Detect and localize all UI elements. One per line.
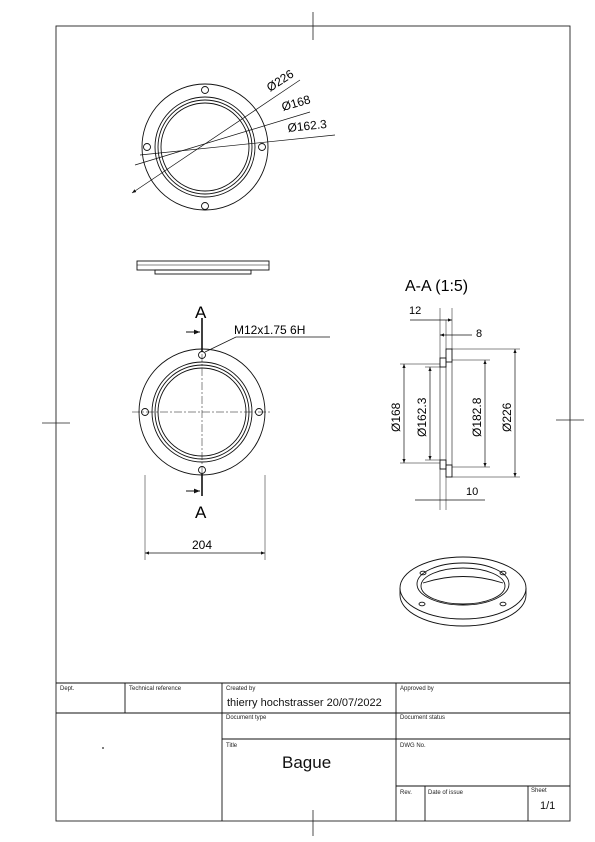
top-view-dim-1623: Ø162.3 — [286, 116, 328, 135]
width-dim-text: 204 — [192, 538, 213, 552]
top-view-leader-168 — [135, 112, 310, 165]
sec-dim-text-168: Ø168 — [389, 402, 403, 432]
iso-hole-3 — [419, 602, 425, 606]
front-view — [132, 318, 330, 560]
section-mark-top: A — [195, 303, 207, 322]
thread-leader — [205, 337, 330, 352]
rev-label: Rev. — [400, 790, 412, 796]
top-view-hole-bottom — [202, 203, 209, 210]
iso-hole-4 — [500, 602, 506, 606]
top-view-ring-outer — [155, 97, 255, 197]
dept-label: Dept. — [60, 686, 75, 692]
sec-dim-text-1828: Ø182.8 — [470, 397, 484, 437]
top-view-dim-226: Ø226 — [264, 66, 297, 95]
sec-dim-text-226: Ø226 — [500, 402, 514, 432]
top-view-bore — [161, 103, 249, 191]
stray-dot — [102, 747, 104, 749]
iso-outer-side — [400, 588, 526, 626]
doc-status-label: Document status — [400, 715, 446, 721]
top-view-hole-top — [202, 87, 209, 94]
approved-by-label: Approved by — [400, 686, 434, 692]
date-of-issue-label: Date of issue — [428, 790, 464, 796]
side-view — [137, 261, 269, 274]
top-view-leader-226 — [132, 80, 300, 193]
sec-dim-text-8: 8 — [476, 328, 483, 340]
iso-view — [400, 557, 526, 626]
top-view-hole-left — [144, 144, 151, 151]
title-value: Bague — [282, 753, 332, 772]
title-label: Title — [226, 743, 238, 749]
top-view-ring-inner — [158, 100, 252, 194]
created-by-value: thierry hochstrasser 20/07/2022 — [227, 697, 382, 709]
sec-flange-top — [446, 349, 452, 362]
dwg-no-label: DWG No. — [400, 743, 426, 749]
iso-outer-top — [400, 557, 526, 619]
sec-dim-text-12: 12 — [409, 305, 422, 317]
sheet-label: Sheet — [531, 788, 547, 794]
top-view-hole-right — [259, 144, 266, 151]
sec-flange-bottom — [446, 465, 452, 477]
top-view-dim-168: Ø168 — [279, 92, 313, 114]
sec-lip-top — [440, 358, 446, 367]
iso-ring-outer — [417, 563, 509, 605]
tech-ref-label: Technical reference — [129, 686, 182, 692]
sheet-value: 1/1 — [540, 800, 556, 812]
iso-ring-inner — [421, 568, 505, 604]
sec-lip-bottom — [440, 460, 446, 469]
side-view-lip — [155, 270, 251, 274]
iso-bore-depth — [423, 577, 503, 584]
thread-label: M12x1.75 6H — [234, 323, 306, 337]
created-by-label: Created by — [226, 686, 256, 692]
sec-dim-text-1623: Ø162.3 — [415, 397, 429, 437]
doc-type-label: Document type — [226, 715, 267, 721]
sec-dim-text-10: 10 — [466, 486, 479, 498]
top-view-leader-1623 — [140, 135, 335, 155]
section-mark-bottom: A — [195, 503, 207, 522]
section-title: A-A (1:5) — [405, 278, 469, 295]
side-view-flange — [137, 261, 269, 270]
